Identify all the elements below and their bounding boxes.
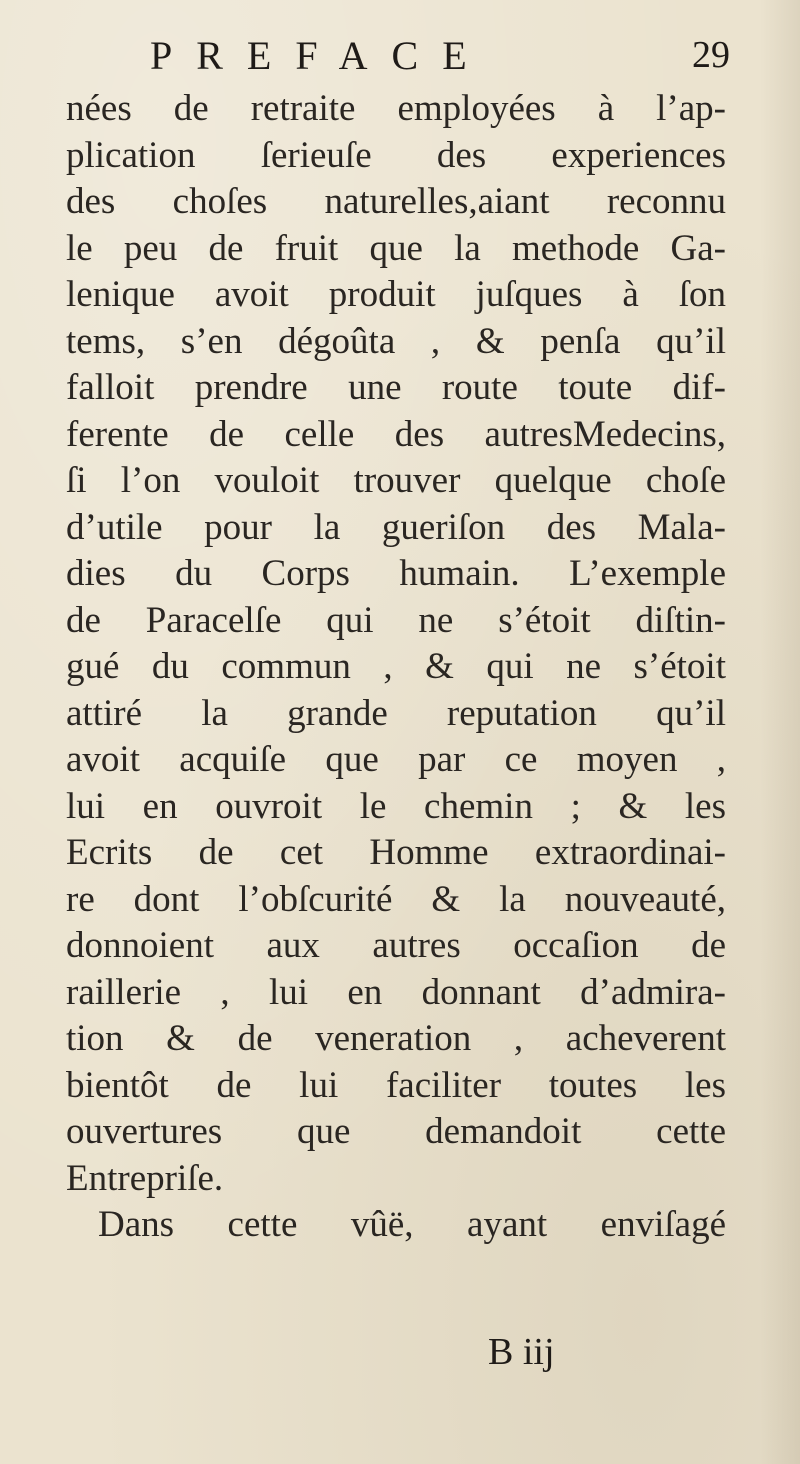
text-line: dies du Corps humain. L’exemple: [66, 553, 726, 594]
text-line: falloit prendre une route toute dif-: [66, 367, 726, 408]
text-line: Ecrits de cet Homme extraordinai-: [66, 832, 726, 873]
page-number: 29: [692, 34, 730, 76]
signature-mark: B iij: [488, 1331, 555, 1373]
text-line: ſi l’on vouloit trouver quelque choſe: [66, 460, 726, 501]
text-line: ferente de celle des autresMedecins,: [66, 413, 726, 455]
text-line: lenique avoit produit juſques à ſon: [66, 274, 726, 315]
text-line: attiré la grande reputation qu’il: [66, 692, 726, 734]
text-line: tems, s’en dégoûta , & penſa qu’il: [66, 320, 726, 362]
text-line: gué du commun , & qui ne s’étoit: [66, 646, 726, 687]
text-line: plication ſerieuſe des experiences: [66, 134, 726, 176]
text-line: Dans cette vûë, ayant enviſagé: [98, 1204, 726, 1245]
text-line: tion & de veneration , acheverent: [66, 1018, 726, 1059]
running-head: [150, 30, 730, 80]
text-line: des choſes naturelles,aiant reconnu: [66, 181, 726, 222]
text-line: donnoient aux autres occaſion de: [66, 925, 726, 966]
text-line: lui en ouvroit le chemin ; & les: [66, 785, 726, 827]
running-title: PREFACE: [150, 32, 491, 78]
page-edge-shadow: [760, 0, 800, 1464]
text-line: nées de retraite employées à l’ap-: [66, 88, 726, 129]
text-line: raillerie , lui en donnant d’admira-: [66, 971, 726, 1013]
text-line: re dont l’obſcurité & la nouveauté,: [66, 878, 726, 920]
text-line: de Paracelſe qui ne s’étoit diſtin-: [66, 599, 726, 641]
body-text: [66, 86, 726, 1249]
text-line: le peu de fruit que la methode Ga-: [66, 227, 726, 269]
text-line: bientôt de lui faciliter toutes les: [66, 1064, 726, 1106]
text-line: Entrepriſe.: [66, 1157, 224, 1199]
text-line: ouvertures que demandoit cette: [66, 1111, 726, 1152]
text-line: d’utile pour la gueriſon des Mala-: [66, 506, 726, 548]
text-line: avoit acquiſe que par ce moyen ,: [66, 739, 726, 780]
